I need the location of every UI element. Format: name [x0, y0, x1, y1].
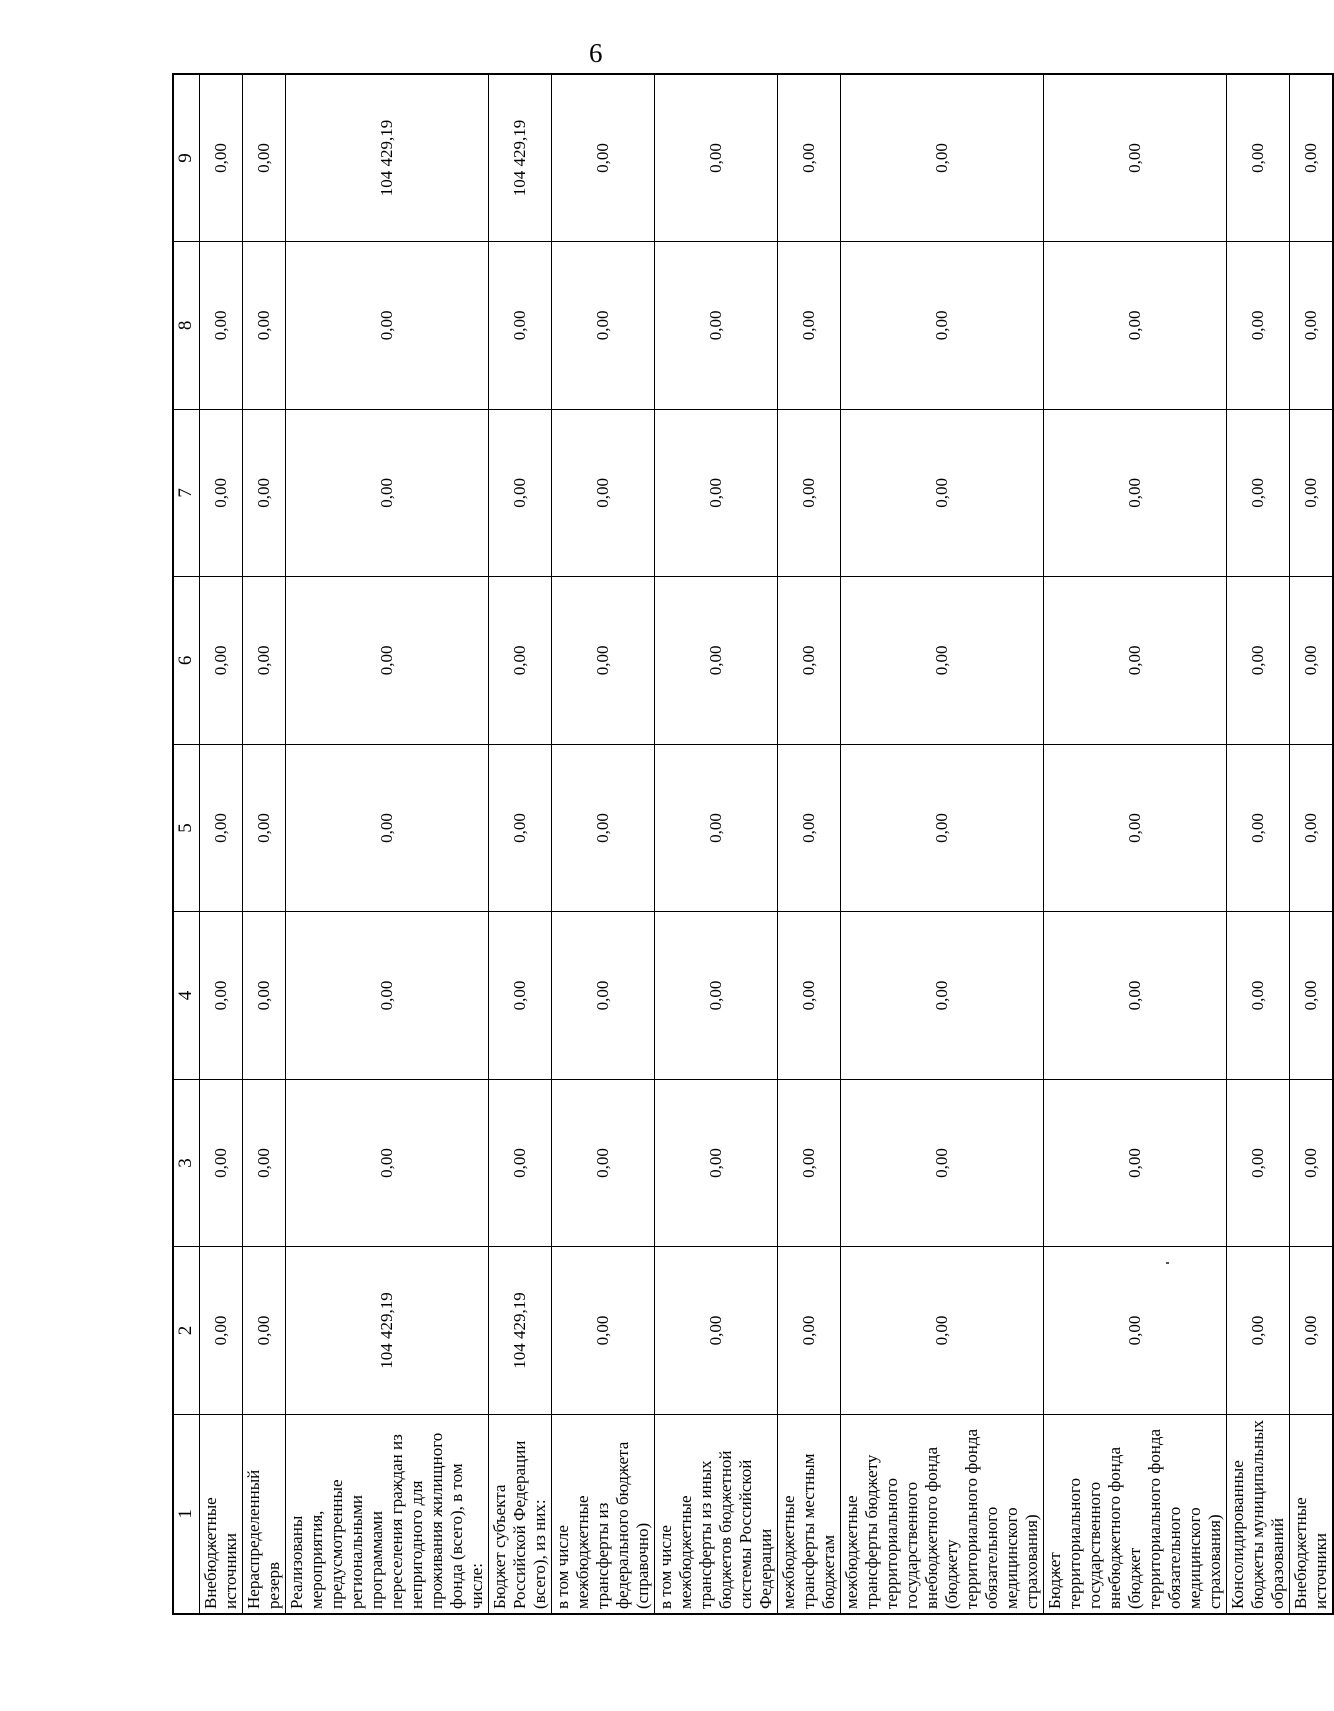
table-row — [242, 74, 285, 1614]
cell-value: 0,00 — [1289, 912, 1333, 1080]
cell-value: 0,00 — [242, 912, 285, 1080]
cell-value: 0,00 — [777, 74, 840, 242]
table-row — [1043, 74, 1226, 1614]
cell-value: 0,00 — [1043, 744, 1226, 912]
cell-value: 0,00 — [1226, 74, 1289, 242]
column-header-3: 3 — [173, 1079, 199, 1247]
row-label: межбюджетные трансферты местным бюджетам — [777, 1414, 840, 1614]
column-header-8: 8 — [173, 242, 199, 410]
row-label: Бюджет территориального государственного внебюджетного фонда (бюджет территориального фонда обязательного медицинского страхования) — [1043, 1414, 1226, 1614]
cell-value: 104 429,19 — [285, 1247, 488, 1415]
rotated-table-container — [172, 73, 1330, 1615]
cell-value: 0,00 — [654, 744, 777, 912]
cell-value: 0,00 — [777, 1247, 840, 1415]
cell-value: 0,00 — [199, 1247, 242, 1415]
column-header-4: 4 — [173, 912, 199, 1080]
cell-value: 0,00 — [488, 1079, 551, 1247]
cell-value: 0,00 — [1289, 74, 1333, 242]
column-header-1: 1 — [173, 1414, 199, 1614]
cell-value: 0,00 — [1043, 1079, 1226, 1247]
cell-value: 0,00 — [654, 1247, 777, 1415]
cell-value: 0,00 — [488, 242, 551, 410]
cell-value: 0,00 — [777, 242, 840, 410]
row-label: Бюджет субъекта Российской Федерации (всего), из них: — [488, 1414, 551, 1614]
cell-value: 0,00 — [242, 577, 285, 745]
table-row — [488, 74, 551, 1614]
cell-value: 0,00 — [1226, 912, 1289, 1080]
cell-value: 0,00 — [242, 744, 285, 912]
cell-value: 0,00 — [777, 912, 840, 1080]
cell-value: 0,00 — [242, 74, 285, 242]
table-row — [285, 74, 488, 1614]
cell-value: 0,00 — [654, 74, 777, 242]
cell-value: 0,00 — [1226, 409, 1289, 577]
table-row — [777, 74, 840, 1614]
cell-value: 0,00 — [285, 912, 488, 1080]
cell-value: 0,00 — [1043, 409, 1226, 577]
cell-value: 0,00 — [488, 409, 551, 577]
cell-value: 0,00 — [551, 1079, 654, 1247]
row-label: Нераспределенный резерв — [242, 1414, 285, 1614]
cell-value: 104 429,19 — [488, 74, 551, 242]
cell-value: 0,00 — [840, 409, 1043, 577]
cell-value: 0,00 — [488, 912, 551, 1080]
cell-value: 0,00 — [242, 1247, 285, 1415]
cell-value: 0,00 — [1043, 577, 1226, 745]
cell-value: 0,00 — [654, 577, 777, 745]
column-header-6: 6 — [173, 577, 199, 745]
cell-value: 0,00 — [840, 744, 1043, 912]
row-label: Внебюджетные источники — [1289, 1414, 1333, 1614]
table-row — [551, 74, 654, 1614]
row-label: в том числе межбюджетные трансферты из федерального бюджета (справочно) — [551, 1414, 654, 1614]
cell-value: 0,00 — [840, 912, 1043, 1080]
cell-value: 0,00 — [1226, 744, 1289, 912]
column-header-7: 7 — [173, 409, 199, 577]
cell-value: 0,00 — [1043, 242, 1226, 410]
cell-value: 0,00 — [654, 912, 777, 1080]
cell-value: 0,00 — [1289, 409, 1333, 577]
table-row — [199, 74, 242, 1614]
cell-value: 0,00 — [777, 1079, 840, 1247]
column-header-2: 2 — [173, 1247, 199, 1415]
cell-value: 0,00 — [199, 744, 242, 912]
cell-value: 0,00 — [654, 1079, 777, 1247]
cell-value: 0,00 — [840, 577, 1043, 745]
row-label: Внебюджетные источники — [199, 1414, 242, 1614]
cell-value: 0,00 — [551, 242, 654, 410]
column-header-5: 5 — [173, 744, 199, 912]
cell-value: 0,00 — [1226, 577, 1289, 745]
cell-value: 0,00 — [551, 409, 654, 577]
cell-value: 0,00 — [840, 74, 1043, 242]
cell-value: 104 429,19 — [285, 74, 488, 242]
cell-value: 0,00 — [551, 74, 654, 242]
cell-value: 0,00 — [199, 74, 242, 242]
table-row — [840, 74, 1043, 1614]
cell-value: 0,00 — [199, 577, 242, 745]
cell-value: 0,00 — [551, 577, 654, 745]
cell-value: 0,00 — [777, 744, 840, 912]
cell-value: 0,00 — [551, 744, 654, 912]
cell-value: 0,00 — [777, 577, 840, 745]
cell-value: 0,00 — [1289, 1247, 1333, 1415]
cell-value: 0,00 — [285, 744, 488, 912]
cell-value: 0,00 — [199, 912, 242, 1080]
cell-value: 0,00 — [1226, 1079, 1289, 1247]
cell-value: 0,00 — [1289, 1079, 1333, 1247]
cell-value: 0,00 — [285, 409, 488, 577]
cell-value: 0,00 — [1043, 912, 1226, 1080]
cell-value: 0,00 — [840, 1247, 1043, 1415]
cell-value: 0,00 — [1289, 242, 1333, 410]
cell-value: 0,00 — [488, 744, 551, 912]
cell-value: 0,00 — [242, 1079, 285, 1247]
table-row — [1226, 74, 1289, 1614]
column-header-9: 9 — [173, 74, 199, 242]
cell-value: 0,00 — [1043, 1247, 1226, 1415]
table-row — [654, 74, 777, 1614]
cell-value: 0,00 — [840, 242, 1043, 410]
scan-speck — [1166, 1262, 1169, 1264]
cell-value: 0,00 — [285, 1079, 488, 1247]
row-label: Консолидированные бюджеты муниципальных образований — [1226, 1414, 1289, 1614]
cell-value: 0,00 — [551, 1247, 654, 1415]
cell-value: 0,00 — [242, 409, 285, 577]
header-row — [173, 74, 199, 1614]
cell-value: 0,00 — [1289, 744, 1333, 912]
table-body — [199, 74, 1333, 1614]
cell-value: 0,00 — [551, 912, 654, 1080]
row-label: в том числе межбюджетные трансферты из иных бюджетов бюджетной системы Российской Федерации — [654, 1414, 777, 1614]
cell-value: 0,00 — [1226, 1247, 1289, 1415]
cell-value: 0,00 — [1043, 74, 1226, 242]
cell-value: 0,00 — [654, 242, 777, 410]
cell-value: 0,00 — [777, 409, 840, 577]
cell-value: 0,00 — [199, 1079, 242, 1247]
cell-value: 0,00 — [285, 577, 488, 745]
cell-value: 0,00 — [242, 242, 285, 410]
cell-value: 0,00 — [199, 242, 242, 410]
row-label: межбюджетные трансферты бюджету территориального государственного внебюджетного фонда (бюджету территориального фонда обязательного медицинского страхования) — [840, 1414, 1043, 1614]
cell-value: 0,00 — [840, 1079, 1043, 1247]
cell-value: 0,00 — [199, 409, 242, 577]
budget-table — [172, 73, 1334, 1615]
cell-value: 0,00 — [654, 409, 777, 577]
cell-value: 0,00 — [1226, 242, 1289, 410]
cell-value: 0,00 — [488, 577, 551, 745]
row-label: Реализованы мероприятия, предусмотренные региональными программами переселения граждан из непригодного для проживания жилищного фонда (всего), в том числе: — [285, 1414, 488, 1614]
cell-value: 104 429,19 — [488, 1247, 551, 1415]
cell-value: 0,00 — [1289, 577, 1333, 745]
cell-value: 0,00 — [285, 242, 488, 410]
table-row — [1289, 74, 1333, 1614]
